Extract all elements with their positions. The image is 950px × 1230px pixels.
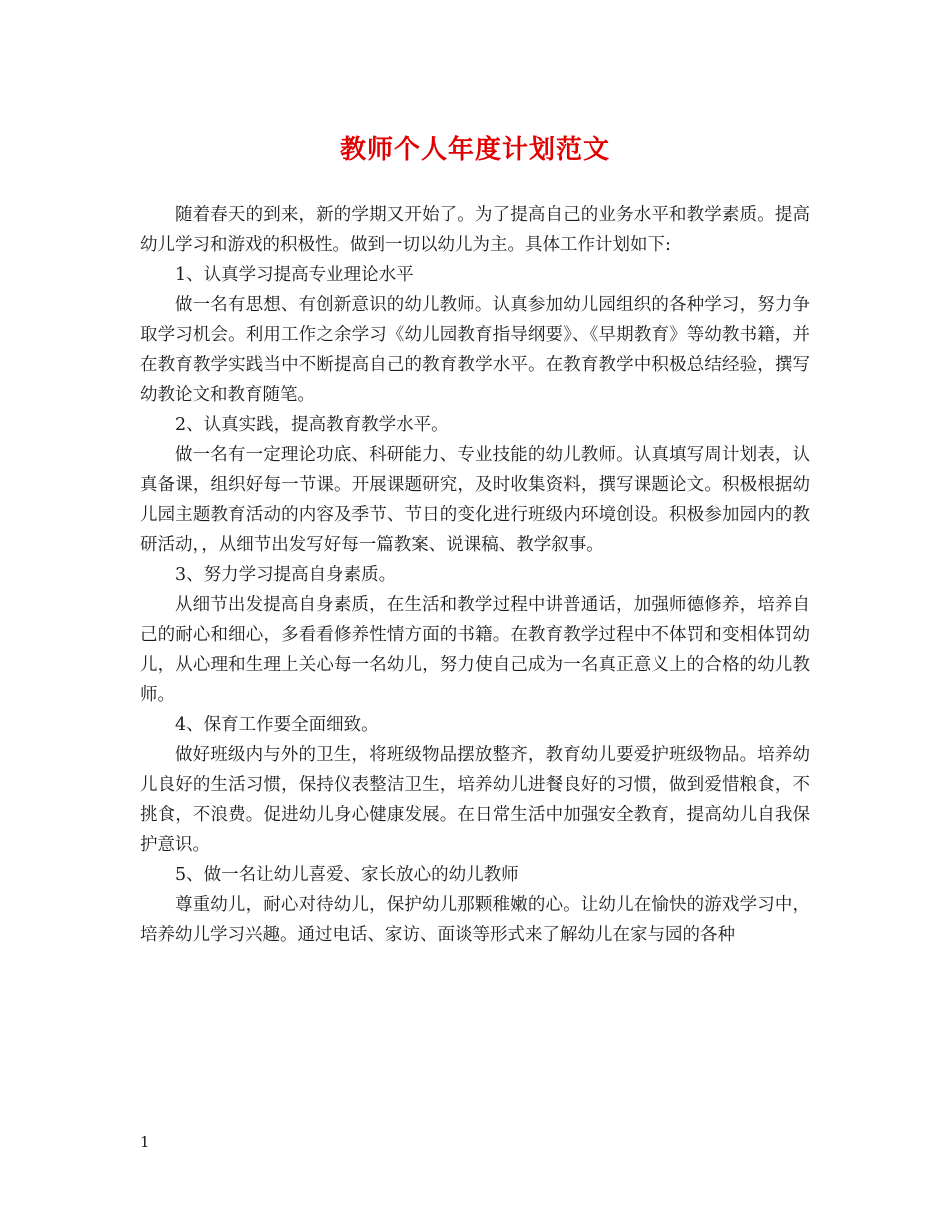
intro-paragraph: 随着春天的到来，新的学期又开始了。为了提高自己的业务水平和教学素质。提高幼儿学习和游戏的积极性。做到一切以幼儿为主。具体工作计划如下: <box>140 205 810 255</box>
section-paragraph-5: 尊重幼儿，耐心对待幼儿，保护幼儿那颗稚嫩的心。让幼儿在愉快的游戏学习中，培养幼儿学习兴趣。通过电话、家访、面谈等形式来了解幼儿在家与园的各种 <box>140 895 810 945</box>
document-body <box>140 200 810 950</box>
section-paragraph-1: 做一名有思想、有创新意识的幼儿教师。认真参加幼儿园组织的各种学习，努力争取学习机会。利用工作之余学习《幼儿园教育指导纲要》、《早期教育》等幼教书籍，并在教育教学实践当中不断提高自己的教育教学水平。在教育教学中积极总结经验，撰写幼教论文和教育随笔。 <box>140 295 810 405</box>
section-heading-5: 5、做一名让幼儿喜爱、家长放心的幼儿教师 <box>175 865 519 885</box>
document-title: 教师个人年度计划范文 <box>339 135 610 165</box>
section-heading-1: 1、认真学习提高专业理论水平 <box>175 265 414 285</box>
section-heading-2: 2、认真实践，提高教育教学水平。 <box>175 415 449 435</box>
section-paragraph-3: 从细节出发提高自身素质，在生活和教学过程中讲普通话，加强师德修养，培养自己的耐心和细心，多看看修养性情方面的书籍。在教育教学过程中不体罚和变相体罚幼儿，从心理和生理上关心每一名幼儿，努力使自己成为一名真正意义上的合格的幼儿教师。 <box>140 595 810 705</box>
section-paragraph-2: 做一名有一定理论功底、科研能力、专业技能的幼儿教师。认真填写周计划表，认真备课，组织好每一节课。开展课题研究，及时收集资料，撰写课题论文。积极根据幼儿园主题教育活动的内容及季节、节日的变化进行班级内环境创设。积极参加园内的教研活动，，从细节出发写好每一篇教案、说课稿、教学叙事。 <box>140 445 810 555</box>
section-paragraph-4: 做好班级内与外的卫生，将班级物品摆放整齐，教育幼儿要爱护班级物品。培养幼儿良好的生活习惯，保持仪表整洁卫生，培养幼儿进餐良好的习惯，做到爱惜粮食，不挑食，不浪费。促进幼儿身心健康发展。在日常生活中加强安全教育，提高幼儿自我保护意识。 <box>140 745 810 855</box>
section-heading-3: 3、努力学习提高自身素质。 <box>175 565 397 585</box>
page-number: 1 <box>140 1133 150 1151</box>
section-heading-4: 4、保育工作要全面细致。 <box>175 715 379 735</box>
